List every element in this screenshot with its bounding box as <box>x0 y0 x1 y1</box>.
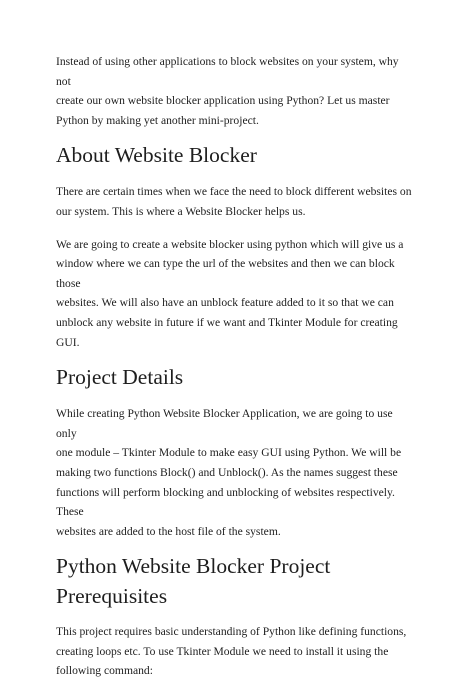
about-paragraph-1: There are certain times when we face the need to block different websites on our system. This is where a Website Blocker helps us. <box>56 185 412 218</box>
section-heading-prerequisites: Python Website Blocker Project Prerequisites <box>56 554 331 609</box>
section-heading-about: About Website Blocker <box>56 143 257 168</box>
about-paragraph-2: We are going to create a website blocker using python which will give us a window where we can type the url of the websites and then we can block those websites. We will also have an unblock feature added to it so that we can unblock any website in future if we want and Tkinter Module for creating GUI. <box>56 237 404 349</box>
prerequisites-paragraph: This project requires basic understanding of Python like defining functions, creating loops etc. To use Tkinter Module we need to install it using the following command: <box>56 625 407 678</box>
section-heading-project-details: Project Details <box>56 365 184 390</box>
project-details-paragraph: While creating Python Website Blocker Application, we are going to use only one module – Tkinter Module to make easy GUI using Python. We will be making two functions Block() and Unblock(). As the names suggest these functions will perform blocking and unblocking of websites respectively. These websites are added to the host file of the system. <box>56 407 402 538</box>
intro-paragraph: Instead of using other applications to block websites on your system, why not create our own website blocker application using Python? Let us master Python by making yet another mini-project. <box>56 55 399 127</box>
